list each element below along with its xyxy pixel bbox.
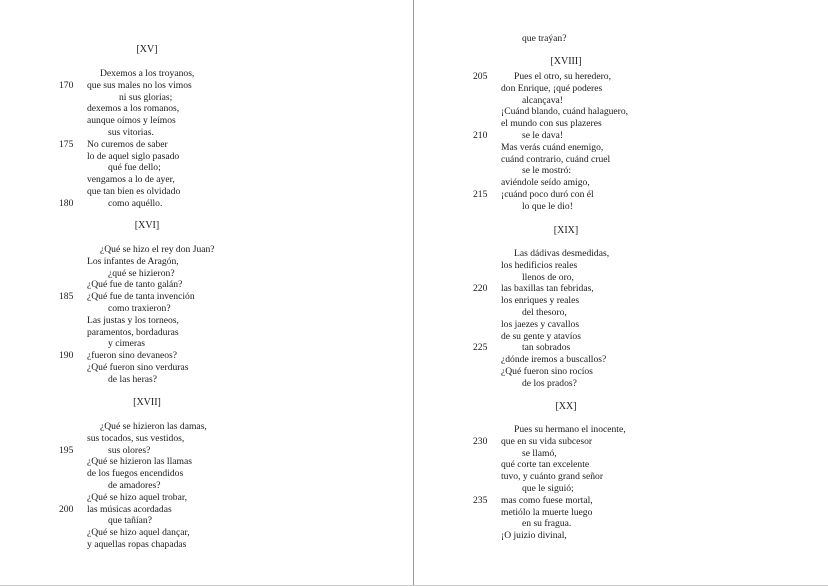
verse-line <box>501 177 801 189</box>
verse-line <box>501 248 801 260</box>
verse-line <box>87 527 387 539</box>
verse-line <box>87 327 387 339</box>
verse-text: como traxieron? <box>108 302 171 314</box>
verse-text: ¿Qué se hizieron las llamas <box>87 456 192 468</box>
verse-text: tan sobrados <box>522 342 571 354</box>
verse-line <box>473 342 801 354</box>
verse-text: sus vitorias. <box>108 126 154 138</box>
verse-text: que tan bien es olvidado <box>87 185 181 197</box>
verse-line <box>87 256 387 268</box>
line-number: 235 <box>473 494 488 506</box>
verse-text: ¿Qué se hizo aquel dançar, <box>87 527 190 539</box>
stanza-heading: [XVIII] <box>550 56 582 67</box>
verse-line <box>501 154 801 166</box>
line-number: 200 <box>59 503 74 515</box>
verse-line <box>501 483 801 495</box>
verse-text: sus olores? <box>108 444 151 456</box>
verse-line <box>501 106 801 118</box>
verse-text: se le dava! <box>522 129 564 141</box>
verse-text: que en su vida subcesor <box>501 435 593 447</box>
stanza-xvii <box>59 421 387 551</box>
verse-text: qué fue dello; <box>108 162 161 174</box>
verse-line <box>501 83 801 95</box>
verse-line <box>87 244 387 256</box>
stanza-xv <box>59 68 387 210</box>
verse-line <box>87 433 387 445</box>
stanza-xix <box>473 248 801 390</box>
verse-line <box>87 515 387 527</box>
verse-text: Las dádivas desmedidas, <box>514 248 610 259</box>
verse-line <box>501 142 801 154</box>
line-number: 225 <box>473 342 488 354</box>
verse-text: llenos de oro, <box>522 271 574 283</box>
verse-line <box>87 480 387 492</box>
verse-line <box>501 366 801 378</box>
verse-text: Las justas y los torneos, <box>87 314 179 326</box>
stanza-heading: [XVII] <box>133 397 161 408</box>
verse-text: ¿Qué se hizieron las damas, <box>100 421 207 432</box>
verse-text: que traýan? <box>522 33 567 44</box>
verse-line <box>501 448 801 460</box>
verse-text: los jaezes y cavallos <box>501 318 580 330</box>
verse-line <box>87 174 387 186</box>
verse-text: ¡cuánd poco duró con él <box>501 188 594 200</box>
verse-text: Pues el otro, su heredero, <box>514 71 611 82</box>
verse-text: don Enrique, ¡qué poderes <box>501 82 603 94</box>
verse-text: de su gente y atavíos <box>501 330 581 342</box>
line-number: 220 <box>473 283 488 295</box>
verse-text: ¿Qué se hizo aquel trobar, <box>87 491 188 503</box>
verse-text: qué corte tan excelente <box>501 459 590 471</box>
verse-text: ¿fueron sino devaneos? <box>87 350 178 362</box>
verse-line <box>87 468 387 480</box>
line-number: 215 <box>473 188 488 200</box>
verse-text: de los fuegos encendidos <box>87 468 184 480</box>
verse-line <box>87 115 387 127</box>
verse-text: Mas verás cuánd enemigo, <box>501 141 604 153</box>
verse-text: y cimeras <box>108 338 146 350</box>
continuation-line <box>501 33 801 45</box>
verse-text: Pues su hermano el inocente, <box>514 424 626 435</box>
verse-text: las baxillas tan febridas, <box>501 283 594 295</box>
verse-line <box>59 79 387 92</box>
verse-text: de los prados? <box>522 377 577 389</box>
verse-text: dexemos a los romanos, <box>87 103 180 115</box>
verse-line <box>473 129 801 142</box>
verse-text: sus tocados, sus vestidos, <box>87 432 185 444</box>
verse-line <box>87 303 387 315</box>
verse-line <box>87 315 387 327</box>
verse-line <box>87 68 387 80</box>
verse-text: ¿Qué fue de tanto galán? <box>87 279 183 291</box>
verse-text: del thesoro, <box>522 306 567 318</box>
stanza-xx <box>473 424 801 542</box>
stanza-heading: [XVI] <box>134 220 160 231</box>
verse-text: lo de aquel siglo pasado <box>87 150 180 162</box>
verse-line <box>501 33 801 45</box>
line-number: 175 <box>59 138 74 150</box>
verse-text: y aquellas ropas chapadas <box>87 538 187 550</box>
verse-line <box>501 507 801 519</box>
verse-text: vengamos a lo de ayer, <box>87 174 175 186</box>
verse-text: ¿Qué fue de tanta invención <box>87 291 195 303</box>
verse-line <box>87 421 387 433</box>
stanza-heading: [XV] <box>136 44 158 55</box>
verse-line <box>59 197 387 210</box>
verse-text: No curemos de saber <box>87 138 168 150</box>
verse-line <box>501 518 801 530</box>
verse-line <box>501 319 801 331</box>
verse-line <box>59 291 387 303</box>
verse-line <box>87 151 387 163</box>
verse-text: alcançava! <box>522 94 564 106</box>
verse-line <box>87 279 387 291</box>
verse-text: aviéndole seído amigo, <box>501 177 590 189</box>
verse-text: de las heras? <box>108 373 158 385</box>
verse-text: en su fragua. <box>522 518 572 530</box>
line-number: 170 <box>59 79 74 91</box>
line-number: 205 <box>473 71 488 82</box>
verse-line <box>473 71 801 83</box>
verse-line <box>501 424 801 436</box>
verse-text: como aquéllo. <box>108 197 163 209</box>
verse-line <box>87 492 387 504</box>
line-number: 185 <box>59 291 74 303</box>
verse-line <box>501 260 801 272</box>
verse-line <box>473 283 801 295</box>
verse-line <box>87 103 387 115</box>
verse-text: cuánd contrario, cuánd cruel <box>501 153 611 165</box>
verse-text: que sus males no los vimos <box>87 79 192 91</box>
verse-line <box>501 378 801 390</box>
verse-line <box>87 539 387 551</box>
verse-text: aunque oímos y leímos <box>87 115 176 127</box>
verse-line <box>501 530 801 542</box>
verse-line <box>501 459 801 471</box>
verse-line <box>59 444 387 457</box>
verse-line <box>501 272 801 284</box>
verse-line <box>59 350 387 362</box>
line-number: 210 <box>473 129 488 141</box>
verse-line <box>87 92 387 104</box>
line-number: 190 <box>59 350 74 362</box>
verse-line <box>501 118 801 130</box>
verse-line <box>501 331 801 343</box>
stanza-heading: [XIX] <box>553 225 579 236</box>
verse-line <box>87 127 387 139</box>
verse-text: se le mostró: <box>522 165 572 177</box>
verse-line <box>87 362 387 374</box>
verse-text: ¿Qué fueron sino rocíos <box>501 365 593 377</box>
verse-text: lo que le dio! <box>522 200 573 212</box>
line-number: 180 <box>59 197 74 209</box>
verse-line <box>59 138 387 151</box>
verse-text: el mundo con sus plazeres <box>501 118 602 130</box>
verse-text: ¿dónde iremos a buscallos? <box>501 354 607 366</box>
verse-text: se llamó, <box>522 447 557 459</box>
verse-text: Los infantes de Aragón, <box>87 255 179 267</box>
verse-line <box>473 494 801 507</box>
verse-line <box>501 307 801 319</box>
verse-text: ¡O juizio divinal, <box>501 530 567 542</box>
verse-text: que le siguió; <box>522 482 574 494</box>
verse-text: los hedificios reales <box>501 259 578 271</box>
verse-line <box>87 268 387 280</box>
stanza-xviii <box>473 71 801 213</box>
verse-line <box>87 374 387 386</box>
stanza-xvi <box>59 244 387 386</box>
verse-line <box>473 435 801 448</box>
verse-text: tuvo, y cuánto grand señor <box>501 471 604 483</box>
verse-line <box>87 338 387 350</box>
verse-line <box>501 95 801 107</box>
verse-line <box>87 186 387 198</box>
verse-text: ¿Qué se hizo el rey don Juan? <box>100 244 215 255</box>
verse-text: las músicas acordadas <box>87 503 172 515</box>
verse-text: los enriques y reales <box>501 295 580 307</box>
verse-text: paramentos, bordaduras <box>87 326 179 338</box>
verse-line <box>87 162 387 174</box>
line-number: 230 <box>473 435 488 447</box>
stanza-heading: [XX] <box>555 401 577 412</box>
verse-text: ni sus glorias; <box>119 91 173 103</box>
verse-text: de amadores? <box>108 479 161 491</box>
verse-text: ¿qué se hizieron? <box>108 267 175 279</box>
verse-line <box>59 503 387 516</box>
verse-line <box>501 201 801 213</box>
verse-line <box>87 456 387 468</box>
verse-text: ¿Qué fueron sino verduras <box>87 361 189 373</box>
right-page <box>414 0 828 586</box>
verse-text: metiólo la muerte luego <box>501 506 593 518</box>
verse-line <box>501 471 801 483</box>
verse-line <box>501 165 801 177</box>
line-number: 195 <box>59 444 74 456</box>
verse-line <box>501 295 801 307</box>
verse-text: que tañían? <box>108 515 152 527</box>
verse-line <box>473 188 801 201</box>
verse-line <box>501 354 801 366</box>
verse-text: mas como fuese mortal, <box>501 494 593 506</box>
verse-text: ¡Cuánd blando, cuánd halaguero, <box>501 106 629 118</box>
verse-text: Dexemos a los troyanos, <box>100 68 195 79</box>
